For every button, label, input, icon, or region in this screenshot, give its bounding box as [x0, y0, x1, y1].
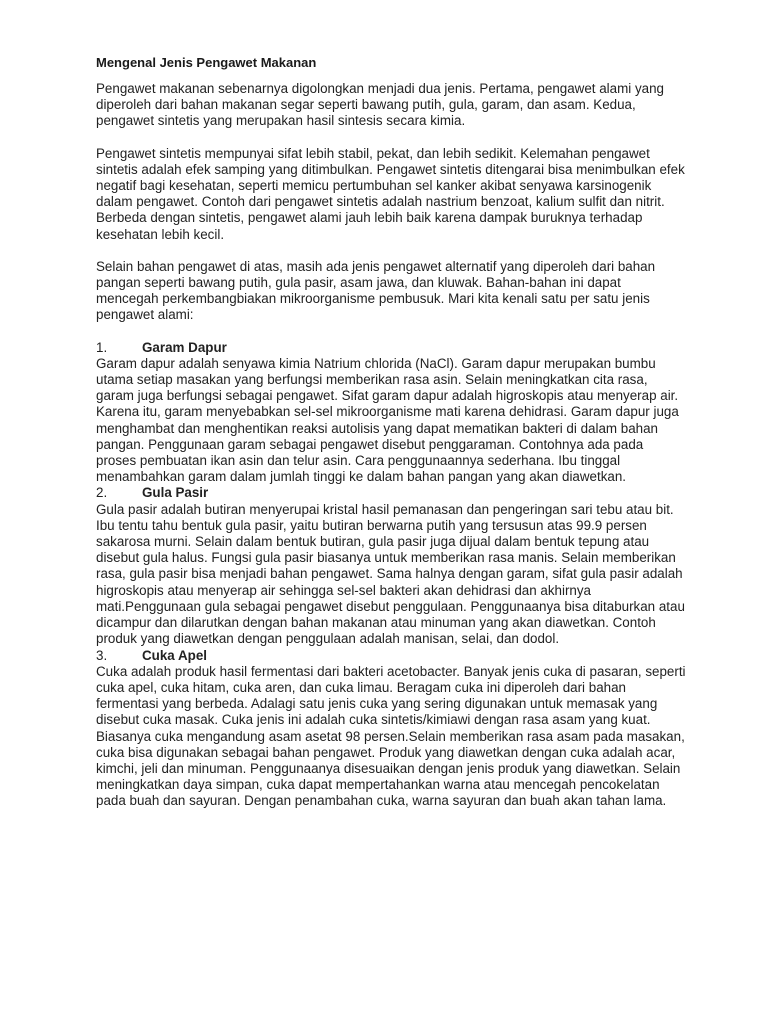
section-title: Garam Dapur — [142, 339, 227, 355]
section-number: 1. — [96, 339, 108, 355]
section-body: Garam dapur adalah senyawa kimia Natrium chlorida (NaCl). Garam dapur merupakan bumbu utama setiap masakan yang berfungsi memberikan rasa asin. Selain meningkatkan cita rasa, garam juga berfungsi sebagai pengawet. Sifat garam dapur adalah higroskopis atau menyerap air. Karena itu, garam menyebabkan sel-sel mikroorganisme mati karena dehidrasi. Garam dapur juga menghambat dan menghentikan reaksi autolisis yang dapat mematikan bakteri di dalam bahan pangan. Penggunaan garam sebagai pengawet disebut penggaraman. Contohnya ada pada proses pembuatan ikan asin dan telur asin. Cara penggunaannya sederhana. Ibu tinggal menambahkan garam dalam jumlah tinggi ke dalam bahan pangan yang akan diawetkan. — [96, 355, 679, 485]
section-cuka-apel — [96, 648, 686, 810]
section-heading — [96, 648, 686, 664]
intro-paragraph: Pengawet makanan sebenarnya digolongkan menjadi dua jenis. Pertama, pengawet alami yang diperoleh dari bahan makanan segar seperti bawang putih, gula, garam, dan asam. Kedua, pengawet sintetis yang merupakan hasil sintesis secara kimia. — [96, 81, 664, 129]
document-title: Mengenal Jenis Pengawet Makanan — [96, 55, 317, 70]
section-title: Gula Pasir — [142, 485, 209, 501]
section-heading — [96, 340, 686, 356]
section-gula-pasir — [96, 485, 686, 647]
synthetic-preservatives-paragraph: Pengawet sintetis mempunyai sifat lebih stabil, pekat, dan lebih sedikit. Kelemahan pengawet sintetis adalah efek samping yang ditimbulkan. Pengawet sintetis ditengarai bisa menimbulkan efek negatif bagi kesehatan, seperti memicu pertumbuhan sel kanker akibat senyawa karsinogenik dalam pengawet. Contoh dari pengawet sintetis adalah nastrium benzoat, kalium sulfit dan nitrit. Berbeda dengan sintetis, pengawet alami jauh lebih baik karena dampak buruknya terhadap kesehatan lebih kecil. — [96, 145, 685, 242]
section-number: 2. — [96, 485, 108, 501]
section-heading — [96, 485, 686, 501]
document-page — [96, 54, 686, 810]
section-body: Cuka adalah produk hasil fermentasi dari bakteri acetobacter. Banyak jenis cuka di pasaran, seperti cuka apel, cuka hitam, cuka aren, dan cuka limau. Beragam cuka ini diperoleh dari bahan fermentasi yang berbeda. Adalagi satu jenis cuka yang sering digunakan untuk memasak yang disebut cuka masak. Cuka jenis ini adalah cuka sintetis/kimiawi dengan rasa asam yang kuat. Biasanya cuka mengandung asam asetat 98 persen.Selain memberikan rasa asam pada masakan, cuka bisa digunakan sebagai bahan pengawet. Produk yang diawetkan dengan cuka adalah acar, kimchi, jeli dan minuman. Penggunaanya disesuaikan dengan jenis produk yang diawetkan. Selain meningkatkan daya simpan, cuka dapat mempertahankan warna atau mencegah pencokelatan pada buah dan sayuran. Dengan penambahan cuka, warna sayuran dan buah akan tahan lama. — [96, 663, 686, 809]
alternative-preservatives-paragraph: Selain bahan pengawet di atas, masih ada jenis pengawet alternatif yang diperoleh dari bahan pangan seperti bawang putih, gula pasir, asam jawa, dan kluwak. Bahan-bahan ini dapat mencegah perkembangbiakan mikroorganisme pembusuk. Mari kita kenali satu per satu jenis pengawet alami: — [96, 258, 656, 323]
section-body: Gula pasir adalah butiran menyerupai kristal hasil pemanasan dan pengeringan sari tebu atau bit. Ibu tentu tahu bentuk gula pasir, yaitu butiran berwarna putih yang tersusun atas 99.9 persen sakarosa murni. Selain dalam bentuk butiran, gula pasir juga dijual dalam bentuk tepung atau disebut gula halus. Fungsi gula pasir biasanya untuk memberikan rasa manis. Selain memberikan rasa, gula pasir bisa menjadi bahan pengawet. Sama halnya dengan garam, sifat gula pasir adalah higroskopis atau menyerap air sehingga sel-sel bakteri akan dehidrasi dan akhirnya mati.Penggunaan gula sebagai pengawet disebut penggulaan. Penggunaanya bisa ditaburkan atau dicampur dan dilarutkan dengan bahan makanan atau minuman yang akan diawetkan. Contoh produk yang diawetkan dengan penggulaan adalah manisan, selai, dan dodol. — [96, 501, 685, 647]
section-title: Cuka Apel — [142, 647, 207, 663]
section-garam-dapur — [96, 340, 686, 486]
section-number: 3. — [96, 647, 108, 663]
